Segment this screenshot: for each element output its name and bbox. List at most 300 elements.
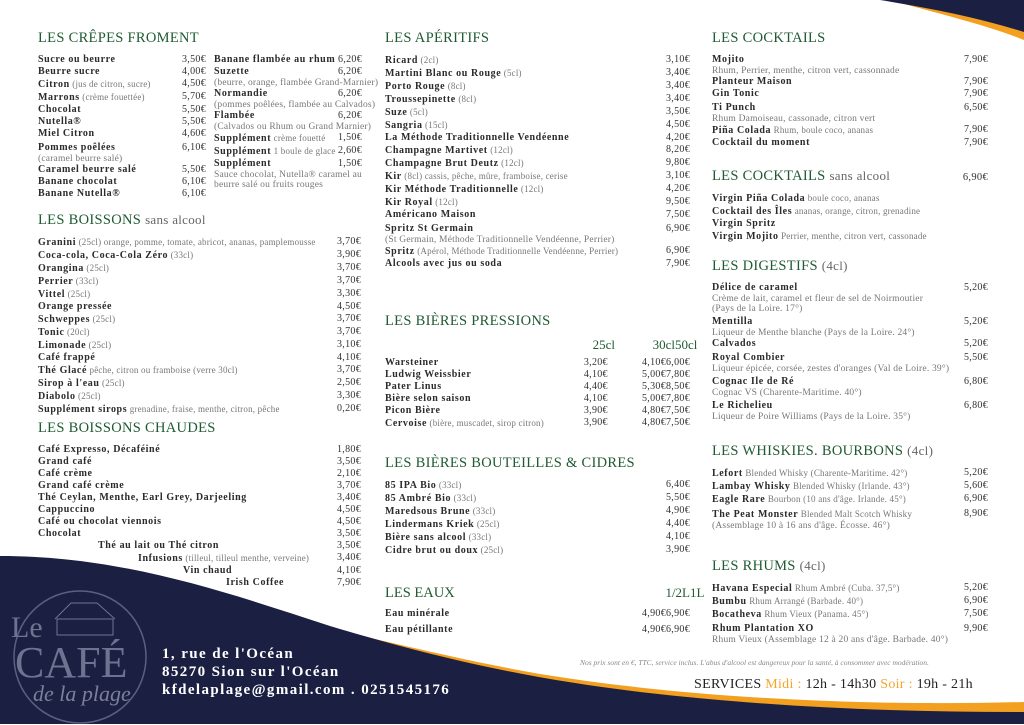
section-whiskies bbox=[712, 443, 988, 531]
item-price: 4,10€ bbox=[337, 352, 361, 363]
menu-item-label bbox=[712, 508, 912, 521]
menu-item bbox=[712, 124, 988, 137]
menu-item bbox=[38, 288, 361, 301]
menu-item bbox=[385, 258, 690, 270]
menu-item bbox=[38, 176, 206, 188]
menu-item-label bbox=[38, 128, 95, 140]
item-price: 5,60€ bbox=[964, 480, 988, 491]
menu-item-label bbox=[712, 54, 744, 66]
menu-item bbox=[38, 54, 206, 66]
menu-item-label bbox=[712, 230, 927, 243]
section-title-main: LES BOISSONS bbox=[38, 212, 142, 228]
menu-item-label bbox=[712, 282, 798, 294]
menu-item bbox=[38, 78, 206, 91]
menu-item-label bbox=[712, 400, 773, 412]
item-price: 2,50€ bbox=[337, 377, 361, 388]
menu-item-label bbox=[38, 528, 81, 540]
menu-item bbox=[38, 66, 206, 78]
item-name: Orangina bbox=[38, 263, 84, 274]
menu-item bbox=[38, 188, 206, 200]
item-price: 3,20€ bbox=[583, 357, 608, 368]
item-price: 6,50€ bbox=[964, 102, 988, 113]
menu-item-label bbox=[38, 142, 116, 154]
column-header: 25cl bbox=[592, 337, 615, 352]
menu-item bbox=[214, 132, 362, 145]
item-price: 3,10€ bbox=[666, 54, 690, 65]
menu-item-label bbox=[712, 76, 792, 88]
item-price: 3,10€ bbox=[666, 170, 690, 181]
menu-item bbox=[385, 196, 690, 209]
item-name: Lefort bbox=[712, 468, 743, 479]
section-bieres-pressions bbox=[385, 313, 698, 430]
section-title bbox=[38, 212, 361, 229]
menu-item-label bbox=[712, 493, 906, 506]
section-title bbox=[385, 455, 690, 472]
item-name: Chocolat bbox=[38, 528, 82, 539]
item-note: (33cl) bbox=[438, 480, 462, 490]
table-header bbox=[385, 337, 698, 353]
item-price: 6,10€ bbox=[182, 176, 206, 187]
item-price: 5,50€ bbox=[182, 116, 206, 127]
item-price: 5,30€ bbox=[642, 381, 666, 392]
item-name: Marrons bbox=[38, 92, 80, 103]
section-price: 6,90€ bbox=[962, 172, 988, 183]
item-description: beurre salé ou fruits rouges bbox=[214, 180, 324, 190]
item-name: Café crème bbox=[38, 468, 93, 479]
menu-item bbox=[712, 352, 988, 364]
item-name: Kir Méthode Traditionnelle bbox=[385, 184, 519, 195]
item-name: Supplément bbox=[214, 133, 272, 144]
menu-item-label bbox=[214, 110, 255, 122]
section-title-main: LES BIÈRES PRESSIONS bbox=[385, 313, 551, 329]
menu-item bbox=[712, 282, 988, 294]
item-description: Cognac VS (Charente-Maritime. 40°) bbox=[712, 388, 862, 398]
item-name: Chocolat bbox=[38, 104, 82, 115]
section-title-main: LES BOISSONS CHAUDES bbox=[38, 420, 216, 436]
menu-item-label bbox=[385, 170, 568, 183]
item-name: Cocktail du moment bbox=[712, 137, 811, 148]
menu-item bbox=[385, 80, 690, 93]
item-name: Piña Colada bbox=[712, 125, 772, 136]
menu-item bbox=[385, 170, 690, 183]
item-description: (beurre, orange, flambée Grand-Marnier) bbox=[214, 78, 379, 88]
item-description: (St Germain, Méthode Traditionnelle Vendéenne, Perrier) bbox=[385, 235, 615, 245]
item-note: (33cl) bbox=[453, 493, 477, 503]
item-name: Tonic bbox=[38, 327, 65, 338]
menu-item-label bbox=[38, 66, 100, 78]
menu-item bbox=[712, 76, 988, 88]
item-price: 3,50€ bbox=[337, 540, 361, 551]
item-name: Cocktail des Îles bbox=[712, 206, 793, 217]
menu-item-label bbox=[712, 218, 776, 230]
menu-item bbox=[38, 262, 361, 275]
item-price: 4,50€ bbox=[337, 301, 361, 312]
menu-item bbox=[38, 249, 361, 262]
item-description: Liqueur épicée, corsée, zestes d'oranges (Val de Loire. 39°) bbox=[712, 364, 950, 374]
item-price: 6,20€ bbox=[338, 110, 362, 121]
menu-item-label bbox=[712, 608, 869, 621]
item-name: Lambay Whisky bbox=[712, 481, 791, 492]
item-name: Champagne Martivet bbox=[385, 145, 488, 156]
menu-item bbox=[214, 54, 362, 66]
item-name: Cognac Ile de Ré bbox=[712, 376, 795, 387]
menu-item bbox=[712, 218, 988, 230]
item-note: (33cl) bbox=[472, 506, 496, 516]
item-name: Gin Tonic bbox=[712, 88, 760, 99]
item-name: Lindermans Kriek bbox=[385, 519, 475, 530]
section-title-text bbox=[38, 30, 199, 47]
item-name: Café Expresso, Décaféiné bbox=[38, 444, 161, 455]
item-name: 85 IPA Bio bbox=[385, 480, 437, 491]
column-header: 50cl bbox=[675, 337, 698, 352]
menu-item bbox=[38, 403, 361, 416]
item-name: Bière selon saison bbox=[385, 393, 472, 404]
menu-item-label bbox=[712, 595, 863, 608]
item-name: Vittel bbox=[38, 289, 66, 300]
item-price: 7,50€ bbox=[666, 417, 690, 428]
menu-item-label bbox=[38, 540, 219, 552]
item-description: (Calvados ou Rhum ou Grand Marnier) bbox=[214, 122, 372, 132]
section-cocktails-sans-alcool bbox=[712, 168, 988, 243]
item-price: 7,90€ bbox=[964, 54, 988, 65]
item-name: Sucre ou beurre bbox=[38, 54, 116, 65]
menu-item bbox=[385, 405, 690, 417]
item-note: (jus de citron, sucre) bbox=[72, 79, 151, 89]
menu-item bbox=[214, 158, 362, 170]
menu-item-label bbox=[38, 104, 81, 116]
section-title-extra: sans alcool bbox=[145, 212, 206, 227]
item-name: Thé Glacé bbox=[38, 365, 88, 376]
menu-item-label bbox=[214, 54, 335, 66]
section-title-main: LES DIGESTIFS bbox=[712, 258, 818, 274]
menu-item-label bbox=[385, 258, 502, 270]
soir-hours: 19h - 21h bbox=[916, 677, 973, 692]
item-price: 3,70€ bbox=[337, 236, 361, 247]
menu-item-label bbox=[38, 236, 316, 249]
section-title-text bbox=[385, 455, 635, 472]
item-name: Orange pressée bbox=[38, 301, 113, 312]
menu-item bbox=[214, 66, 362, 78]
item-note: Rhum Arrangé (Barbade. 40°) bbox=[749, 596, 864, 606]
menu-item bbox=[385, 531, 690, 544]
item-name: Coca-cola, Coca-Cola Zéro bbox=[38, 250, 169, 261]
menu-item-label bbox=[712, 352, 785, 364]
item-note: (12cl) bbox=[435, 197, 458, 207]
table-header bbox=[385, 585, 705, 602]
item-price: 4,40€ bbox=[666, 518, 690, 529]
item-name: Délice de caramel bbox=[712, 282, 798, 293]
item-name: La Méthode Traditionnelle Vendéenne bbox=[385, 132, 570, 143]
item-price: 4,90€ bbox=[666, 505, 690, 516]
item-price: 5,70€ bbox=[182, 91, 206, 102]
menu-item-label bbox=[38, 176, 117, 188]
menu-item bbox=[712, 595, 988, 608]
crepes-columns bbox=[38, 54, 379, 200]
menu-item-label bbox=[38, 492, 247, 504]
menu-item bbox=[385, 544, 690, 557]
menu-item bbox=[385, 381, 690, 393]
item-price: 2,10€ bbox=[337, 468, 361, 479]
menu-item-label bbox=[38, 78, 151, 91]
item-name: Normandie bbox=[214, 88, 268, 99]
item-name: Pommes poêlées bbox=[38, 142, 116, 153]
menu-item-label bbox=[385, 119, 448, 132]
item-name: Royal Combier bbox=[712, 352, 786, 363]
column-header: 1L bbox=[690, 585, 705, 600]
svg-text:de la plage: de la plage bbox=[33, 681, 131, 706]
menu-item bbox=[38, 565, 361, 577]
item-description: (caramel beurre salé) bbox=[38, 154, 123, 164]
item-description: Sauce chocolat, Nutella® caramel au bbox=[214, 170, 362, 180]
menu-item bbox=[38, 236, 361, 249]
menu-item bbox=[385, 132, 690, 144]
item-price: 6,20€ bbox=[338, 88, 362, 99]
menu-item bbox=[38, 142, 206, 154]
item-name: Eagle Rare bbox=[712, 494, 766, 505]
item-note: (5cl) bbox=[503, 68, 522, 78]
item-name: Miel Citron bbox=[38, 128, 95, 139]
item-price: 6,80€ bbox=[964, 400, 988, 411]
item-price: 7,80€ bbox=[666, 393, 690, 404]
section-title-text bbox=[38, 420, 216, 437]
section-title-text bbox=[712, 558, 826, 575]
item-price: 4,10€ bbox=[583, 369, 608, 380]
item-name: Cappuccino bbox=[38, 504, 96, 515]
item-note: (25cl) orange, pomme, tomate, abricot, ananas, pamplemousse bbox=[78, 237, 316, 247]
item-price: 5,20€ bbox=[964, 316, 988, 327]
item-note: Rhum, boule coco, ananas bbox=[773, 125, 874, 135]
item-name: Bumbu bbox=[712, 596, 747, 607]
item-price: 4,20€ bbox=[666, 132, 690, 143]
menu-item-label bbox=[712, 376, 794, 388]
menu-item bbox=[385, 93, 690, 106]
item-name: Porto Rouge bbox=[385, 81, 446, 92]
item-price: 0,20€ bbox=[337, 403, 361, 414]
item-note: (25cl) bbox=[67, 289, 91, 299]
service-hours bbox=[694, 677, 973, 693]
section-title bbox=[712, 558, 988, 575]
item-note: Perrier, menthe, citron vert, cassonade bbox=[781, 231, 927, 241]
menu-item bbox=[38, 480, 361, 492]
menu-item-label bbox=[38, 288, 90, 301]
menu-item bbox=[712, 230, 988, 243]
item-price: 4,90€ bbox=[642, 624, 666, 635]
menu-item-label bbox=[385, 622, 542, 638]
section-title bbox=[385, 313, 690, 330]
item-name: Spritz St Germain bbox=[385, 223, 474, 234]
menu-item-label bbox=[38, 262, 109, 275]
item-description: Crème de lait, caramel et fleur de sel de Noirmoutier bbox=[712, 294, 924, 304]
item-note: crème fouetté bbox=[273, 133, 326, 143]
section-title-main: LES EAUX bbox=[385, 585, 455, 601]
item-price: 1,50€ bbox=[338, 132, 362, 143]
item-price: 3,90€ bbox=[337, 249, 361, 260]
item-name: Eau pétillante bbox=[385, 624, 454, 635]
item-description: Liqueur de Menthe blanche (Pays de la Loire. 24°) bbox=[712, 328, 915, 338]
section-title-text bbox=[385, 30, 489, 47]
item-name: Kir Royal bbox=[385, 197, 433, 208]
menu-item bbox=[385, 119, 690, 132]
item-price: 5,00€ bbox=[642, 369, 666, 380]
item-price: 3,70€ bbox=[337, 364, 361, 375]
item-price: 4,50€ bbox=[182, 78, 206, 89]
section-cocktails bbox=[712, 30, 988, 149]
section-title-main: LES RHUMS bbox=[712, 558, 796, 574]
item-name: Troussepinette bbox=[385, 94, 456, 105]
item-price: 6,10€ bbox=[182, 188, 206, 199]
item-note: Blended Whisky (Irlande. 43°) bbox=[792, 481, 910, 491]
menu-item bbox=[712, 102, 988, 114]
item-price: 4,20€ bbox=[666, 183, 690, 194]
item-note: Blended Malt Scotch Whisky bbox=[800, 509, 913, 519]
menu-item-label bbox=[38, 565, 232, 577]
item-name: Citron bbox=[38, 79, 70, 90]
item-description: Liqueur de Poire Williams (Pays de la Loire. 35°) bbox=[712, 412, 911, 422]
section-title-extra: (4cl) bbox=[799, 558, 826, 573]
menu-item-label bbox=[214, 66, 249, 78]
section-title-main: LES CRÊPES FROMENT bbox=[38, 30, 199, 46]
contact-line: kfdelaplage@gmail.com . 0251545176 bbox=[162, 682, 451, 698]
menu-item-label bbox=[385, 544, 503, 557]
item-name: Diabolo bbox=[38, 391, 76, 402]
svg-text:Le: Le bbox=[11, 611, 43, 644]
item-price: 3,70€ bbox=[337, 275, 361, 286]
menu-item bbox=[385, 106, 690, 119]
item-description: Rhum, Perrier, menthe, citron vert, cassonnade bbox=[712, 66, 900, 76]
menu-item-label bbox=[712, 137, 810, 149]
menu-item-label bbox=[385, 393, 550, 405]
item-price: 7,50€ bbox=[666, 405, 690, 416]
menu-item bbox=[712, 137, 988, 149]
item-name: Suzette bbox=[214, 66, 250, 77]
section-title-text bbox=[712, 168, 890, 185]
item-price: 3,40€ bbox=[666, 67, 690, 78]
item-price: 3,30€ bbox=[337, 390, 361, 401]
item-price: 1,80€ bbox=[337, 444, 361, 455]
item-note: (12cl) bbox=[501, 158, 524, 168]
item-name: Thé au lait ou Thé citron bbox=[98, 540, 220, 551]
menu-item-label bbox=[712, 102, 756, 114]
item-name: Limonade bbox=[38, 340, 87, 351]
item-note: 1 boule de glace bbox=[273, 146, 336, 156]
section-title-text bbox=[712, 258, 848, 275]
menu-item bbox=[712, 54, 988, 66]
menu-item-label bbox=[385, 357, 550, 369]
item-price: 4,00€ bbox=[182, 66, 206, 77]
menu-item bbox=[712, 205, 988, 218]
item-price: 4,80€ bbox=[642, 405, 666, 416]
item-price: 6,90€ bbox=[964, 595, 988, 606]
item-price: 5,20€ bbox=[964, 467, 988, 478]
section-title-extra: (4cl) bbox=[821, 258, 848, 273]
item-note: (8cl) cassis, pêche, mûre, framboise, cerise bbox=[404, 171, 568, 181]
item-note: (33cl) bbox=[75, 276, 99, 286]
menu-item bbox=[38, 339, 361, 352]
item-name: Kir bbox=[385, 171, 402, 182]
item-name: Caramel beurre salé bbox=[38, 164, 137, 175]
menu-item-label bbox=[38, 352, 95, 364]
menu-item-label bbox=[385, 209, 476, 221]
item-price: 1,50€ bbox=[338, 158, 362, 169]
menu-item bbox=[38, 91, 206, 104]
item-note: (2cl) bbox=[420, 55, 439, 65]
table-header-spacer bbox=[385, 337, 555, 353]
item-note: (25cl) bbox=[102, 378, 125, 388]
menu-item-label bbox=[214, 132, 325, 145]
crepes-col-right bbox=[214, 54, 379, 200]
menu-item-label bbox=[38, 339, 111, 352]
item-name: Infusions bbox=[138, 553, 183, 564]
item-name: Irish Coffee bbox=[226, 577, 285, 588]
section-boissons-sans-alcool bbox=[38, 212, 361, 416]
item-price: 3,70€ bbox=[337, 313, 361, 324]
item-name: Warsteiner bbox=[385, 357, 439, 368]
item-price: 9,90€ bbox=[964, 623, 988, 634]
menu-item-label bbox=[38, 116, 81, 128]
menu-item bbox=[712, 88, 988, 100]
menu-item bbox=[712, 508, 988, 521]
item-price: 9,50€ bbox=[666, 196, 690, 207]
item-name: Virgin Piña Colada bbox=[712, 193, 806, 204]
menu-item-label bbox=[38, 480, 124, 492]
item-note: Rhum Vieux (Panama. 45°) bbox=[764, 609, 869, 619]
menu-item bbox=[385, 183, 690, 196]
item-name: Mentilla bbox=[712, 316, 753, 327]
item-price: 8,90€ bbox=[964, 508, 988, 519]
item-description: Rhum Damoiseau, cassonade, citron vert bbox=[712, 114, 876, 124]
item-price: 6,10€ bbox=[182, 142, 206, 153]
item-note: (33cl) bbox=[468, 532, 492, 542]
menu-item-label bbox=[385, 245, 618, 258]
item-price: 7,80€ bbox=[666, 369, 690, 380]
item-name: Sangria bbox=[385, 120, 423, 131]
item-note: Rhum Ambré (Cuba. 37,5°) bbox=[794, 583, 900, 593]
item-note: (8cl) bbox=[447, 81, 466, 91]
menu-item bbox=[712, 192, 988, 205]
section-title bbox=[712, 30, 988, 47]
item-name: Ludwig Weissbier bbox=[385, 369, 472, 380]
menu-item bbox=[214, 88, 362, 100]
item-name: Banane Nutella® bbox=[38, 188, 121, 199]
section-title bbox=[712, 443, 988, 460]
item-price: 4,50€ bbox=[666, 119, 690, 130]
menu-item bbox=[712, 493, 988, 506]
menu-item-label bbox=[38, 91, 145, 104]
item-price: 6,90€ bbox=[666, 245, 690, 256]
menu-item bbox=[38, 116, 206, 128]
menu-item bbox=[385, 492, 690, 505]
item-price: 5,00€ bbox=[642, 393, 666, 404]
menu-item-label bbox=[38, 552, 309, 565]
item-note: (12cl) bbox=[520, 184, 544, 194]
item-note: ananas, orange, citron, grenadine bbox=[794, 206, 921, 216]
item-note: (20cl) bbox=[67, 327, 90, 337]
menu-item-label bbox=[38, 249, 193, 262]
item-name: Pater Linus bbox=[385, 381, 442, 392]
item-price: 4,10€ bbox=[642, 357, 666, 368]
item-price: 7,90€ bbox=[964, 88, 988, 99]
item-note: (25cl) bbox=[78, 391, 101, 401]
item-name: Grand café crème bbox=[38, 480, 125, 491]
item-note: (25cl) bbox=[86, 263, 110, 273]
menu-item-label bbox=[712, 316, 753, 328]
menu-item-label bbox=[712, 205, 920, 218]
menu-item-label bbox=[38, 403, 280, 416]
menu-item bbox=[385, 157, 690, 170]
menu-item-label bbox=[214, 145, 336, 158]
section-title bbox=[712, 258, 988, 275]
item-name: Sirop à l'eau bbox=[38, 378, 100, 389]
